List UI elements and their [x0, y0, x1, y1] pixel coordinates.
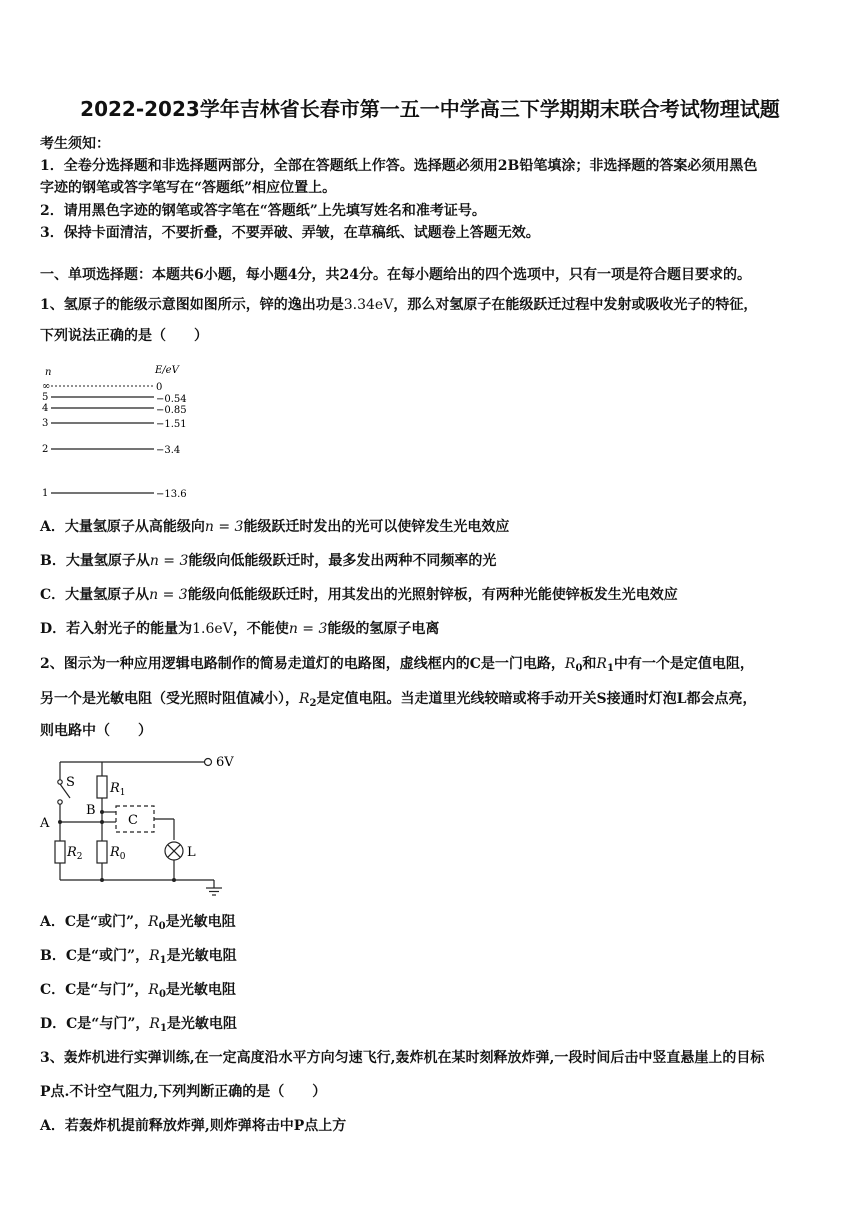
energy-level-diagram	[40, 362, 210, 507]
q2-stem-r0-sub: 0	[575, 663, 583, 674]
circuit-node-a-label: A	[40, 816, 50, 831]
q2-stem-line2	[40, 690, 756, 713]
q2-option-b-end: 是光敏电阻	[166, 948, 237, 964]
q3-stem-line2: P点.不计空气阻力,下列判断正确的是（ ）	[40, 1084, 327, 1100]
q2-option-d-end: 是光敏电阻	[166, 1016, 237, 1032]
q1-option-a-math: n = 3	[204, 519, 244, 535]
circuit-node-b-label: B	[86, 803, 96, 818]
level-n-5: 5	[42, 392, 49, 403]
q1-option-d	[40, 620, 439, 638]
level-e-1: −13.6	[156, 489, 187, 500]
q1-option-d-text1: D．若入射光子的能量为	[40, 621, 193, 637]
q1-option-c-text2: 能级向低能级跃迁时，用其发出的光照射锌板，有两种光能使锌板发生光电效应	[187, 587, 678, 603]
circuit-lamp-label: L	[187, 845, 196, 860]
circuit-r0-sub: 0	[119, 852, 126, 862]
q2-option-b-text: B．C是“或门”，	[40, 948, 150, 964]
circuit-gate-label: C	[128, 813, 138, 828]
level-e-5: −0.54	[156, 394, 187, 405]
q1-option-b-text2: 能级向低能级跃迁时，最多发出两种不同频率的光	[188, 553, 497, 569]
q1-option-a	[40, 518, 509, 536]
q1-option-b	[40, 552, 496, 570]
level-n-1: 1	[42, 488, 49, 499]
q1-option-d-text2: ，不能使	[232, 621, 289, 637]
circuit-diagram	[36, 752, 246, 902]
circuit-r0-label	[109, 845, 126, 862]
q3-option-a: A．若轰炸机提前释放炸弹,则炸弹将击中P点上方	[40, 1118, 347, 1134]
q2-option-b-sub: 1	[159, 955, 167, 966]
q2-option-a-text: A．C是“或门”，	[40, 914, 149, 930]
diagram-n-label: n	[45, 367, 52, 378]
level-n-3: 3	[42, 418, 49, 429]
q2-option-a	[40, 913, 236, 936]
q2-option-d-text: D．C是“与门”，	[40, 1016, 150, 1032]
q1-stem-value: 3.34eV	[343, 297, 394, 313]
q1-option-d-value: 1.6eV	[192, 621, 233, 637]
q2-stem	[40, 655, 754, 678]
q2-option-a-r: R	[148, 914, 159, 930]
level-n-2: 2	[42, 444, 49, 455]
circuit-r2-sub: 2	[76, 852, 83, 862]
q2-stem-r1: R	[596, 656, 607, 672]
notice-heading: 考生须知：	[40, 136, 110, 152]
level-e-inf: 0	[156, 382, 163, 393]
q2-stem-r2-sub: 2	[309, 698, 317, 709]
q2-option-b	[40, 947, 237, 970]
q2-stem-r1-sub: 1	[606, 663, 614, 674]
q1-option-c-text1: C．大量氢原子从	[40, 587, 150, 603]
q1-stem-a: 1、氢原子的能级示意图如图所示，锌的逸出功是	[40, 297, 344, 313]
q2-option-d	[40, 1015, 237, 1038]
level-e-4: −0.85	[156, 405, 187, 416]
page-title: 2022-2023学年吉林省长春市第一五一中学高三下学期期末联合考试物理试题	[80, 97, 780, 121]
q2-stem-line3: 则电路中（ ）	[40, 723, 152, 739]
q1-stem-b: ，那么对氢原子在能级跃迁过程中发射或吸收光子的特征，	[393, 297, 758, 313]
q1-option-b-math: n = 3	[149, 553, 189, 569]
circuit-switch-label: S	[66, 775, 75, 790]
circuit-r1-letter: R	[110, 781, 120, 796]
q2-stem-r2: R	[299, 691, 310, 707]
q2-option-d-sub: 1	[159, 1023, 167, 1034]
q2-option-b-r: R	[149, 948, 160, 964]
q2-stem-r0: R	[564, 656, 576, 672]
notice-line-1: 1．全卷分选择题和非选择题两部分，全部在答题纸上作答。选择题必须用2B铅笔填涂；非选择题的答案必须用黑色	[40, 158, 758, 174]
q1-option-d-math: n = 3	[288, 621, 328, 637]
circuit-r0-letter: R	[110, 845, 120, 860]
level-n-4: 4	[42, 403, 49, 414]
circuit-r1-sub: 1	[119, 788, 126, 798]
q2-stem-a: 2、图示为一种应用逻辑电路制作的简易走道灯的电路图，虚线框内的C是一门电路，	[40, 656, 565, 672]
q2-stem-and: 和	[582, 656, 597, 672]
q1-option-a-text1: A．大量氢原子从高能级向	[40, 519, 205, 535]
q2-option-d-r: R	[149, 1016, 160, 1032]
q1-option-c	[40, 586, 678, 604]
q1-option-c-math: n = 3	[149, 587, 188, 603]
q2-option-c-text: C．C是“与门”，	[40, 982, 149, 998]
q1-option-a-text2: 能级跃迁时发出的光可以使锌发生光电效应	[243, 519, 510, 535]
q1-option-b-text1: B．大量氢原子从	[40, 553, 150, 569]
q2-option-c-r: R	[148, 982, 159, 998]
section-heading: 一、单项选择题：本题共6小题，每小题4分，共24分。在每小题给出的四个选项中，只有一项是符合题目要求的。	[40, 267, 751, 283]
q1-option-d-text3: 能级的氢原子电离	[327, 621, 440, 637]
circuit-r1-label	[109, 781, 126, 798]
level-e-3: −1.51	[156, 419, 187, 430]
circuit-r2-label	[66, 845, 83, 862]
circuit-r2-letter: R	[67, 845, 77, 860]
q3-stem-line1: 3、轰炸机进行实弹训练,在一定高度沿水平方向匀速飞行,轰炸机在某时刻释放炸弹,一段时间后击中竖直悬崖上的目标	[40, 1050, 765, 1066]
q2-option-c-sub: 0	[158, 989, 166, 1000]
level-e-2: −3.4	[156, 445, 181, 456]
q2-option-a-end: 是光敏电阻	[165, 914, 236, 930]
q2-option-c-end: 是光敏电阻	[165, 982, 236, 998]
q1-stem-line2: 下列说法正确的是（ ）	[40, 328, 208, 344]
q2-stem-line2-b: 是定值电阻。当走道里光线较暗或将手动开关S接通时灯泡L都会点亮，	[316, 691, 757, 707]
circuit-voltage-label: 6V	[216, 755, 234, 770]
notice-line-4: 3．保持卡面清洁，不要折叠，不要弄破、弄皱，在草稿纸、试题卷上答题无效。	[40, 225, 540, 241]
diagram-e-label: E/eV	[155, 365, 179, 376]
level-n-inf: ∞	[42, 381, 51, 392]
q2-stem-line2-a: 另一个是光敏电阻（受光照时阻值减小），	[40, 691, 299, 707]
q2-option-a-sub: 0	[158, 921, 166, 932]
q2-stem-b: 中有一个是定值电阻，	[613, 656, 754, 672]
notice-line-3: 2．请用黑色字迹的钢笔或答字笔在“答题纸”上先填写姓名和准考证号。	[40, 203, 486, 219]
q1-stem	[40, 296, 757, 314]
notice-line-2: 字迹的钢笔或答字笔写在“答题纸”相应位置上。	[40, 180, 337, 196]
q2-option-c	[40, 981, 236, 1004]
